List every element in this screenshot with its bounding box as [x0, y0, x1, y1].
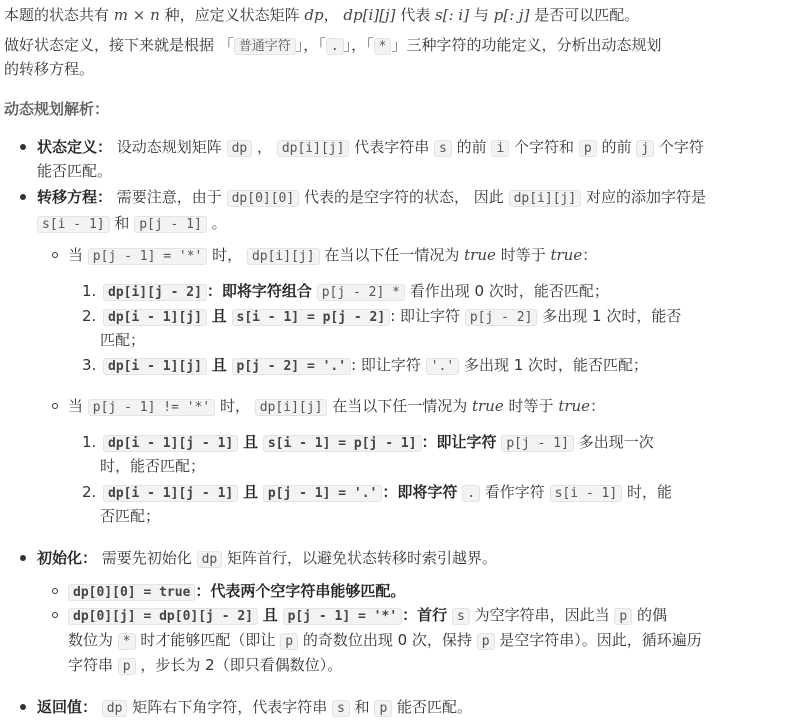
text: 和: [354, 698, 370, 716]
inline-code: p[j - 2]: [465, 309, 538, 326]
item-label: 初始化：: [37, 549, 98, 567]
inline-code: .: [462, 485, 480, 502]
intro-text: ，: [323, 6, 339, 24]
list-number: 2.: [82, 483, 97, 501]
inline-code: s: [332, 700, 350, 717]
item-label: 转移方程：: [37, 188, 113, 206]
text: 且: [243, 433, 259, 451]
bold-code: s[i - 1] = p[j - 1]: [263, 435, 422, 452]
init-item-1: [68, 580, 405, 604]
bold-code: dp[0][j] = dp[0][j - 2]: [68, 608, 258, 625]
inline-code: p[j - 1]: [134, 216, 207, 233]
text: 个字符: [658, 138, 704, 156]
math: m × n: [113, 6, 160, 24]
item-label: 返回值：: [37, 698, 98, 716]
bullet: [20, 704, 26, 710]
bold-code: s[i - 1] = p[j - 2]: [232, 309, 391, 326]
text: 时，能否匹配；: [100, 457, 206, 475]
list-number: 2.: [82, 307, 97, 325]
intro-line-2: [4, 34, 662, 58]
case-not-star: [68, 395, 605, 419]
text: 且: [211, 307, 227, 325]
text: 矩阵右下角字符，代表字符串: [132, 698, 328, 716]
inline-code: s[i - 1]: [550, 485, 623, 502]
sub-bullet: [52, 612, 58, 618]
text: 多出现一次: [578, 433, 654, 451]
list-number: 1.: [82, 282, 97, 300]
intro-text: 」，「: [295, 36, 326, 54]
inline-code: s: [434, 140, 452, 157]
list-number: 1.: [82, 433, 97, 451]
math: dp[i][j]: [343, 6, 396, 24]
math: dp: [304, 6, 324, 24]
inline-code: i: [491, 140, 509, 157]
intro-text: 是否可以匹配。: [534, 6, 640, 24]
inline-code: p: [477, 633, 495, 650]
text: 时等于: [500, 246, 546, 264]
text: 需要注意，由于: [116, 188, 222, 206]
text: 匹配；: [100, 331, 146, 349]
inline-code: dp: [227, 140, 253, 157]
intro-text: 种，应定义状态矩阵: [164, 6, 300, 24]
inline-code: p: [118, 658, 136, 675]
text: 且: [262, 606, 278, 624]
bullet: [20, 144, 26, 150]
intro-text: 本题的状态共有: [4, 6, 110, 24]
sub-bullet: [52, 252, 58, 258]
transition-equation: [37, 186, 706, 210]
inline-code: p: [374, 700, 392, 717]
text: 个字符和: [514, 138, 575, 156]
sub-bullet: [52, 403, 58, 409]
text: 代表字符串: [354, 138, 430, 156]
case-star-item-2: [103, 305, 681, 329]
text: 看作字符: [484, 483, 545, 501]
intro-text: 的转移方程。: [4, 60, 95, 78]
text: 。: [211, 214, 227, 232]
bold-code: p[j - 2] = '.': [232, 358, 352, 375]
bold-code: dp[i - 1][j]: [103, 309, 207, 326]
inline-code: .: [326, 38, 344, 55]
init-item-2-cont2: [68, 654, 342, 678]
intro-text: 做好状态定义，接下来就是根据 「: [4, 36, 234, 54]
inline-code: p[j - 1] != '*': [88, 399, 215, 416]
text: 矩阵首行，以避免状态转移时索引越界。: [227, 549, 498, 567]
intro-line-3: [4, 58, 94, 80]
text: 字符串: [68, 656, 114, 674]
text: ：即将字符组合: [206, 282, 312, 300]
text: 且: [243, 483, 259, 501]
math: true: [471, 397, 504, 415]
case-star-item-3: [103, 354, 648, 378]
case-not-star-item-1: [103, 431, 654, 455]
inline-code: *: [118, 633, 136, 650]
text: 当: [68, 246, 84, 264]
inline-code: p[j - 1]: [501, 435, 574, 452]
text: 看作出现 0 次时，能否匹配；: [409, 282, 609, 300]
inline-code: '.': [426, 358, 459, 375]
math: true: [464, 246, 496, 264]
text: 且: [211, 356, 227, 374]
math: s[: i]: [435, 6, 470, 24]
intro-text: 代表: [400, 6, 431, 24]
inline-code: p: [614, 608, 632, 625]
inline-code: dp: [197, 551, 223, 568]
text: : 即让字符: [390, 307, 461, 325]
text: 时，: [212, 246, 243, 264]
item-label: 状态定义：: [37, 138, 113, 156]
bold-code: dp[i][j - 2]: [103, 284, 207, 301]
inline-code: s: [452, 608, 470, 625]
text: 能否匹配。: [37, 162, 113, 180]
text: ：: [590, 397, 606, 415]
intro-text: 」，「: [343, 36, 374, 54]
text: 时，: [219, 397, 250, 415]
text: 多出现 1 次时，能否匹配；: [463, 356, 649, 374]
sub-bullet: [52, 588, 58, 594]
math: true: [550, 246, 583, 264]
state-definition-cont: [37, 160, 112, 182]
text: 当: [68, 397, 84, 415]
text: 的前: [456, 138, 487, 156]
text: ，步长为 2（即只看偶数位）。: [140, 656, 343, 674]
section-heading: 动态规划解析：: [4, 100, 110, 118]
text: 能否匹配。: [397, 698, 473, 716]
inline-code: j: [636, 140, 654, 157]
text: ：代表两个空字符串能够匹配。: [195, 582, 406, 600]
text: 时，能: [627, 483, 673, 501]
bullet: [20, 194, 26, 200]
text: 对应的添加字符是: [585, 188, 706, 206]
init-item-2-cont: [68, 629, 702, 653]
text: ：即让字符: [421, 433, 497, 451]
initialization: [37, 547, 497, 571]
case-not-star-item-1-cont: [100, 455, 205, 477]
bold-code: p[j - 1] = '.': [263, 485, 383, 502]
inline-code: 普通字符: [234, 38, 296, 55]
text: 时才能够匹配（即让: [140, 631, 276, 649]
bold-code: dp[i - 1][j]: [103, 358, 207, 375]
inline-code: p: [280, 633, 298, 650]
case-star-item-1: [103, 280, 609, 304]
math: p[: j]: [493, 6, 530, 24]
text: 在当以下任一情况为: [332, 397, 468, 415]
text: 和: [114, 214, 130, 232]
bold-code: dp[0][0] = true: [68, 584, 195, 601]
case-star-item-2-cont: [100, 329, 145, 351]
text: 多出现 1 次时，能否: [542, 307, 682, 325]
bold-code: p[j - 1] = '*': [283, 608, 403, 625]
init-item-2: [68, 604, 667, 628]
inline-code: dp: [102, 700, 128, 717]
text: ：首行: [402, 606, 448, 624]
case-not-star-item-2: [103, 481, 672, 505]
inline-code: dp[i][j]: [277, 140, 350, 157]
text: 时等于: [508, 397, 554, 415]
inline-code: s[i - 1]: [37, 216, 110, 233]
case-not-star-item-2-cont: [100, 505, 160, 527]
text: 在当以下任一情况为: [324, 246, 460, 264]
text: 否匹配；: [100, 507, 161, 525]
text: ：即将字符: [382, 483, 458, 501]
inline-code: p: [579, 140, 597, 157]
bold-code: dp[i - 1][j - 1]: [103, 485, 238, 502]
text: 数位为: [68, 631, 114, 649]
transition-equation-cont: [37, 212, 227, 236]
inline-code: *: [374, 38, 392, 55]
text: 的奇数位出现 0 次，保持: [302, 631, 472, 649]
state-definition: [37, 136, 704, 160]
text: 设动态规划矩阵: [116, 138, 222, 156]
inline-code: dp[i][j]: [255, 399, 328, 416]
return-value: [37, 696, 472, 720]
text: 的偶: [636, 606, 667, 624]
text: 代表的是空字符的状态， 因此: [304, 188, 504, 206]
intro-text: 」三种字符的功能定义，分析出动态规划: [391, 36, 662, 54]
intro-line-1: [4, 4, 639, 26]
inline-code: dp[i][j]: [509, 190, 582, 207]
inline-code: dp[0][0]: [227, 190, 300, 207]
inline-code: p[j - 1] = '*': [88, 248, 208, 265]
math: true: [558, 397, 591, 415]
text: ，: [257, 138, 273, 156]
text: 为空字符串，因此当: [474, 606, 610, 624]
text: : 即让字符: [351, 356, 421, 374]
bullet: [20, 555, 26, 561]
text: 的前: [601, 138, 632, 156]
inline-code: p[j - 2] *: [317, 284, 405, 301]
text: 是空字符串）。因此，循环遍历: [499, 631, 702, 649]
list-number: 3.: [82, 356, 97, 374]
inline-code: dp[i][j]: [247, 248, 320, 265]
text: 需要先初始化: [101, 549, 192, 567]
bold-code: dp[i - 1][j - 1]: [103, 435, 238, 452]
intro-text: 与: [473, 6, 489, 24]
case-star: [68, 244, 597, 268]
text: ：: [582, 246, 598, 264]
